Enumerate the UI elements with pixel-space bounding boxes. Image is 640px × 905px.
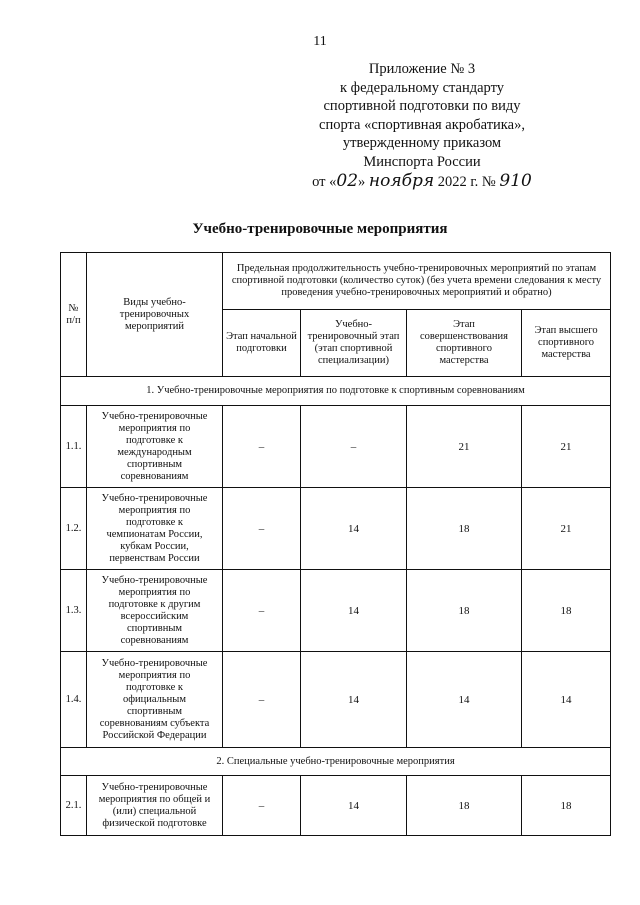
header-num: № п/п [61, 253, 87, 377]
order-line [272, 172, 572, 192]
page-number: 11 [313, 34, 327, 49]
row-value: – [223, 488, 301, 570]
header-stage: Учебно-тренировочный этап (этап спортивной специализации) [301, 310, 407, 377]
order-number: 910 [499, 171, 532, 191]
section-row [61, 377, 611, 406]
header-duration: Предельная продолжительность учебно-тренировочных мероприятий по этапам спортивной подготовки (количество суток) (без учета времени следования к месту проведения учебно-тренировочных мероприятий и обратно) [223, 253, 611, 310]
row-value: – [223, 652, 301, 748]
order-prefix: от « [312, 174, 337, 190]
row-num: 1.1. [61, 406, 87, 488]
header-stage: Этап высшего спортивного мастерства [522, 310, 611, 377]
row-value: 18 [407, 488, 522, 570]
table-row [61, 776, 611, 836]
section-title: 1. Учебно-тренировочные мероприятия по подготовке к спортивным соревнованиям [61, 377, 611, 406]
row-num: 1.4. [61, 652, 87, 748]
appendix-line: утвержденному приказом [342, 135, 502, 151]
document-title: Учебно-тренировочные мероприятия [192, 221, 448, 237]
row-kind: Учебно-тренировочные мероприятия по подготовке к международным спортивным соревнованиям [87, 406, 223, 488]
row-value: – [223, 570, 301, 652]
appendix-line: спорта «спортивная акробатика», [319, 116, 525, 133]
row-value: 18 [407, 570, 522, 652]
row-kind: Учебно-тренировочные мероприятия по подготовке к официальным спортивным соревнованиям субъекта Российской Федерации [87, 652, 223, 748]
appendix-line: спортивной подготовки по виду [323, 98, 521, 114]
section-row [61, 748, 611, 776]
table-row [61, 652, 611, 748]
row-value: 14 [301, 488, 407, 570]
header-stage: Этап начальной подготовки [223, 310, 301, 377]
row-kind: Учебно-тренировочные мероприятия по подготовке к чемпионатам России, кубкам России, первенствам России [87, 488, 223, 570]
table-row [61, 570, 611, 652]
appendix-line: Приложение № 3 [368, 61, 476, 77]
header-kind: Виды учебно-тренировочных мероприятий [87, 253, 223, 377]
row-num: 1.2. [61, 488, 87, 570]
row-kind: Учебно-тренировочные мероприятия по общей и (или) специальной физической подготовке [87, 776, 223, 836]
header-stage: Этап совершенствования спортивного мастерства [407, 310, 522, 377]
row-value: 21 [522, 406, 611, 488]
appendix-line: Минспорта России [363, 153, 481, 170]
row-value: – [223, 406, 301, 488]
row-value: 21 [522, 488, 611, 570]
order-year: 2022 г. № [434, 174, 500, 190]
section-title: 2. Специальные учебно-тренировочные мероприятия [61, 748, 611, 776]
appendix-header [272, 60, 572, 192]
row-value: 14 [407, 652, 522, 748]
table-row [61, 406, 611, 488]
row-value: 14 [301, 570, 407, 652]
row-num: 2.1. [61, 776, 87, 836]
row-value: 18 [522, 570, 611, 652]
row-value: 18 [522, 776, 611, 836]
row-value: – [301, 406, 407, 488]
row-value: 21 [407, 406, 522, 488]
row-kind: Учебно-тренировочные мероприятия по подготовке к другим всероссийским спортивным соревнованиям [87, 570, 223, 652]
row-value: – [223, 776, 301, 836]
row-num: 1.3. [61, 570, 87, 652]
table-row [61, 488, 611, 570]
training-events-table [60, 252, 611, 836]
row-value: 14 [522, 652, 611, 748]
row-value: 14 [301, 652, 407, 748]
order-mid: » [358, 174, 369, 190]
order-day: 02 [336, 171, 359, 191]
appendix-line: к федеральному стандарту [340, 79, 504, 96]
order-month: ноября [368, 171, 435, 191]
header-row [61, 253, 611, 310]
row-value: 18 [407, 776, 522, 836]
row-value: 14 [301, 776, 407, 836]
